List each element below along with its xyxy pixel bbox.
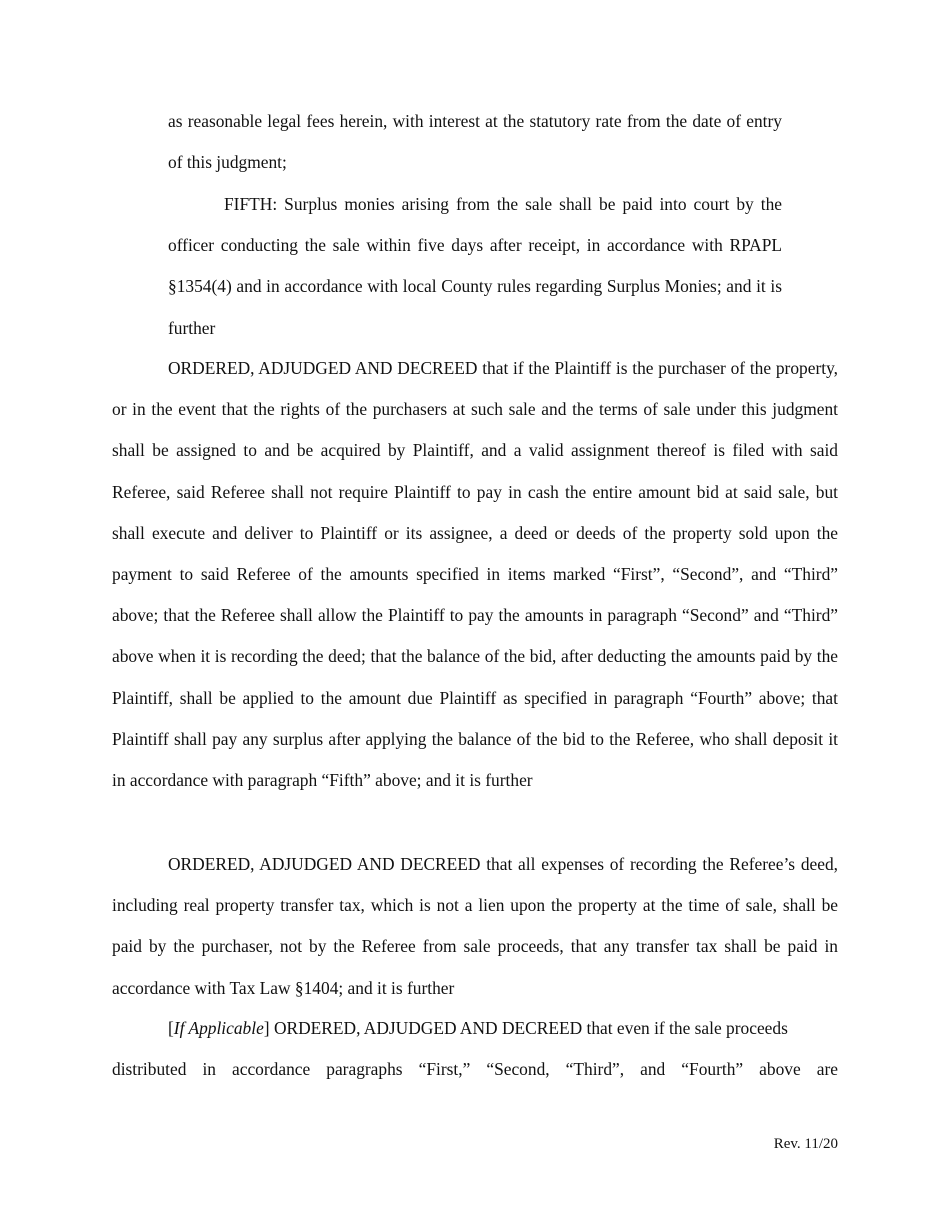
if-applicable-label: If Applicable [173,1018,264,1038]
bracket-open: [ [168,1018,174,1038]
bracket-close: ] [263,1018,270,1038]
paragraph-fifth-surplus: FIFTH: Surplus monies arising from the sale shall be paid into court by the officer conducting the sale within five days after receipt, in accordance with RPAPL §1354(4) and in accordance with local County rules regarding Surplus Monies; and it is further [168,194,782,338]
paragraph-ordered-if-applicable [112,1008,838,1049]
paragraph-ordered-recording-expenses: ORDERED, ADJUDGED AND DECREED that all expenses of recording the Referee’s deed, including real property transfer tax, which is not a lien upon the property at the time of sale, shall be paid by the purchaser, not by the Referee from sale proceeds, that any transfer tax shall be paid in accordance with Tax Law §1404; and it is further [112,854,838,998]
revision-footer: Rev. 11/20 [773,1136,838,1152]
paragraph-ordered-if-applicable-text: ORDERED, ADJUDGED AND DECREED that even if the sale proceeds [269,1018,788,1038]
paragraph-ordered-if-applicable-continuation: distributed in accordance paragraphs “First,” “Second, “Third”, and “Fourth” above are [112,1059,838,1079]
paragraph-legal-fees: as reasonable legal fees herein, with interest at the statutory rate from the date of entry of this judgment; [168,111,782,173]
paragraph-ordered-plaintiff-purchaser: ORDERED, ADJUDGED AND DECREED that if the Plaintiff is the purchaser of the property, or in the event that the rights of the purchasers at such sale and the terms of sale under this judgment shall be assigned to and be acquired by Plaintiff, and a valid assignment thereof is filed with said Referee, said Referee shall not require Plaintiff to pay in cash the entire amount bid at said sale, but shall execute and deliver to Plaintiff or its assignee, a deed or deeds of the property sold upon the payment to said Referee of the amounts specified in items marked “First”, “Second”, and “Third” above; that the Referee shall allow the Plaintiff to pay the amounts in paragraph “Second” and “Third” above when it is recording the deed; that the balance of the bid, after deducting the amounts paid by the Plaintiff, shall be applied to the amount due Plaintiff as specified in paragraph “Fourth” above; that Plaintiff shall pay any surplus after applying the balance of the bid to the Referee, who shall deposit it in accordance with paragraph “Fifth” above; and it is further [112,358,838,791]
